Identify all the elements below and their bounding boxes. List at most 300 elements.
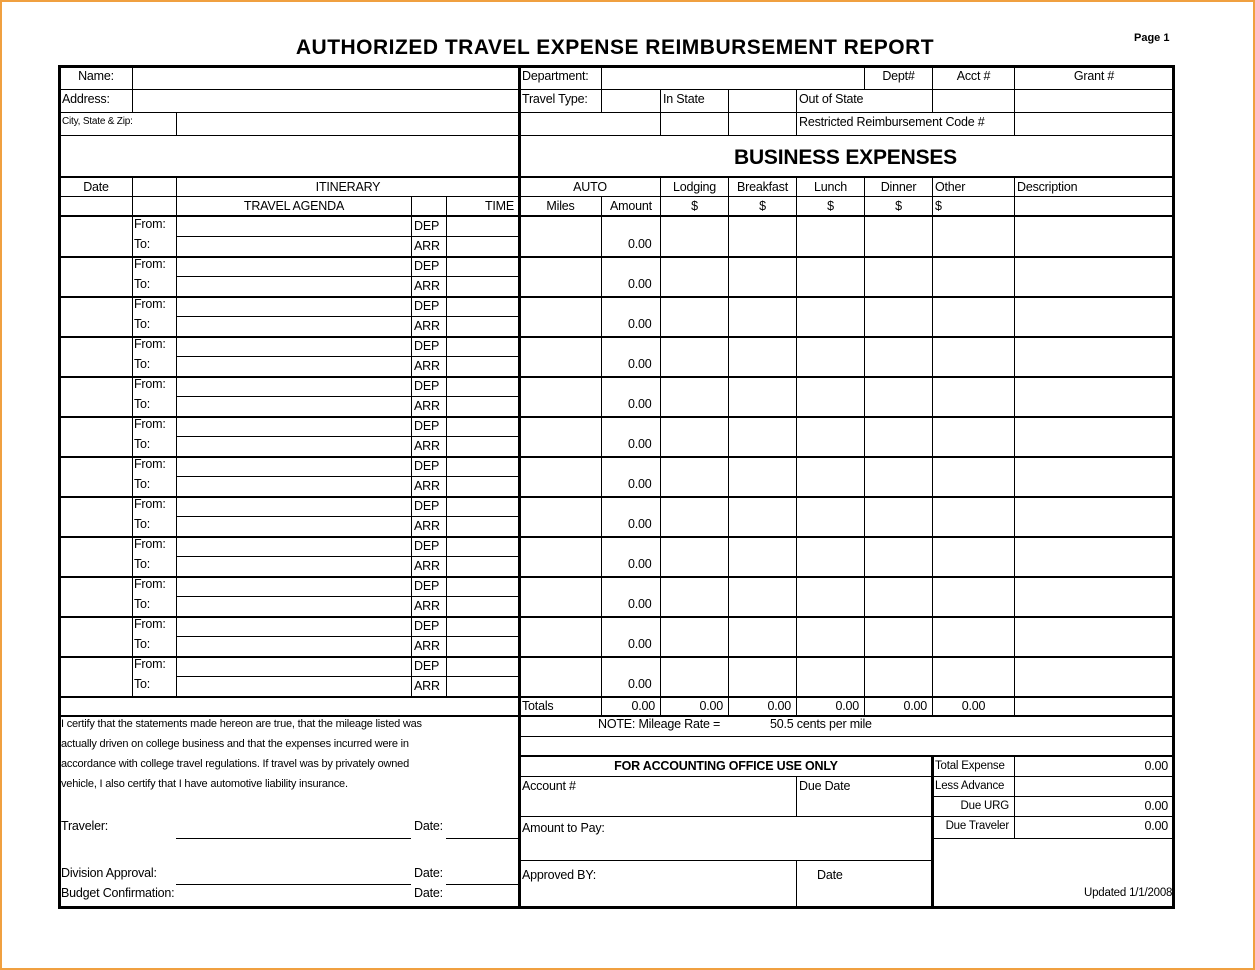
other-field[interactable] — [932, 216, 1015, 257]
to-label: To: — [134, 477, 151, 491]
from-field[interactable] — [176, 376, 412, 397]
dep-time-field[interactable] — [446, 456, 520, 477]
out-of-state-field[interactable] — [932, 89, 1015, 113]
from-label: From: — [134, 337, 166, 351]
dep-label: DEP — [411, 656, 447, 677]
from-label: From: — [134, 657, 166, 671]
other-field[interactable] — [932, 656, 1015, 697]
lunch-field[interactable] — [796, 576, 865, 617]
header-divider — [59, 176, 1174, 178]
lunch-field[interactable] — [796, 336, 865, 377]
total-other: 0.00 — [932, 696, 1015, 717]
arr-label: ARR — [411, 516, 447, 537]
grant-field[interactable] — [1014, 89, 1174, 113]
arr-label: ARR — [411, 596, 447, 617]
lodging-field[interactable] — [660, 496, 729, 537]
form-cell — [1014, 696, 1174, 717]
division-signature-line[interactable] — [176, 884, 411, 885]
to-label: To: — [134, 357, 151, 371]
total-lunch: 0.00 — [796, 696, 865, 717]
arr-label: ARR — [411, 676, 447, 697]
form-cell — [132, 196, 177, 217]
less-advance-value — [1014, 776, 1174, 797]
arr-label: ARR — [411, 436, 447, 457]
certification-text: accordance with college travel regulations. If travel was by privately owned — [61, 758, 409, 770]
miles-field[interactable] — [519, 416, 602, 457]
arr-time-field[interactable] — [446, 236, 520, 257]
travel-type-label: Travel Type: — [519, 89, 602, 113]
breakfast-field[interactable] — [728, 496, 797, 537]
description-field[interactable] — [1014, 616, 1174, 657]
to-label: To: — [134, 517, 151, 531]
arr-time-field[interactable] — [446, 356, 520, 377]
top-border — [58, 65, 1175, 68]
column-time: TIME — [446, 196, 520, 217]
arr-label: ARR — [411, 556, 447, 577]
to-field[interactable] — [176, 396, 412, 417]
form-cell — [728, 112, 797, 136]
form-cell — [132, 177, 177, 197]
department-field[interactable] — [601, 66, 865, 90]
dinner-field[interactable] — [864, 376, 933, 417]
from-label: From: — [134, 497, 166, 511]
division-date-line[interactable] — [446, 884, 519, 885]
breakfast-field[interactable] — [728, 456, 797, 497]
dep-time-field[interactable] — [446, 216, 520, 237]
total-dinner: 0.00 — [864, 696, 933, 717]
other-field[interactable] — [932, 576, 1015, 617]
to-field[interactable] — [176, 516, 412, 537]
breakfast-field[interactable] — [728, 376, 797, 417]
to-field[interactable] — [176, 276, 412, 297]
breakfast-field[interactable] — [728, 296, 797, 337]
department-label: Department: — [519, 66, 602, 90]
column-description: Description — [1014, 177, 1174, 197]
dinner-field[interactable] — [864, 616, 933, 657]
from-label: From: — [134, 217, 166, 231]
account-number-field: Account # — [519, 776, 797, 817]
to-field[interactable] — [176, 316, 412, 337]
amount-value: 0.00 — [628, 597, 652, 611]
approved-date-field: Date — [796, 860, 933, 908]
page-number: Page 1 — [1134, 32, 1170, 44]
breakfast-field[interactable] — [728, 416, 797, 457]
travel-type-field[interactable] — [601, 89, 661, 113]
dinner-field[interactable] — [864, 416, 933, 457]
dep-label: DEP — [411, 536, 447, 557]
lodging-field[interactable] — [660, 416, 729, 457]
address-field[interactable] — [132, 89, 520, 113]
arr-time-field[interactable] — [446, 396, 520, 417]
to-field[interactable] — [176, 436, 412, 457]
arr-time-field[interactable] — [446, 316, 520, 337]
certification-text: actually driven on college business and that the expenses incurred were in — [61, 738, 409, 750]
from-label: From: — [134, 417, 166, 431]
mileage-rate-value: 50.5 cents per mile — [770, 717, 872, 731]
date-field[interactable] — [59, 456, 133, 497]
total-expense-value: 0.00 — [1014, 756, 1174, 777]
from-label: From: — [134, 297, 166, 311]
miles-field[interactable] — [519, 576, 602, 617]
accounting-divider — [519, 755, 1174, 757]
to-field[interactable] — [176, 676, 412, 697]
lodging-field[interactable] — [660, 656, 729, 697]
date-field[interactable] — [59, 536, 133, 577]
total-expense-label: Total Expense — [932, 756, 1015, 777]
miles-field[interactable] — [519, 336, 602, 377]
description-field[interactable] — [1014, 536, 1174, 577]
arr-time-field[interactable] — [446, 596, 520, 617]
dollar-breakfast: $ — [728, 196, 797, 217]
from-label: From: — [134, 617, 166, 631]
miles-field[interactable] — [519, 296, 602, 337]
approved-by-field: Approved BY: — [519, 860, 797, 908]
to-field[interactable] — [176, 556, 412, 577]
totals-divider — [59, 715, 1174, 717]
name-field[interactable] — [132, 66, 520, 90]
dep-label: DEP — [411, 576, 447, 597]
totals-label: Totals — [519, 696, 602, 717]
form-cell — [59, 135, 520, 178]
breakfast-field[interactable] — [728, 216, 797, 257]
traveler-signature-line[interactable] — [176, 838, 411, 839]
lodging-field[interactable] — [660, 616, 729, 657]
from-field[interactable] — [176, 536, 412, 557]
amount-value: 0.00 — [628, 357, 652, 371]
lodging-field[interactable] — [660, 376, 729, 417]
amount-to-pay-field: Amount to Pay: — [519, 816, 933, 861]
other-field[interactable] — [932, 336, 1015, 377]
from-field[interactable] — [176, 416, 412, 437]
to-label: To: — [134, 437, 151, 451]
accounting-header: FOR ACCOUNTING OFFICE USE ONLY — [519, 756, 933, 777]
date-field[interactable] — [59, 336, 133, 377]
dep-time-field[interactable] — [446, 576, 520, 597]
description-field[interactable] — [1014, 456, 1174, 497]
to-field[interactable] — [176, 476, 412, 497]
lodging-field[interactable] — [660, 536, 729, 577]
form-cell — [660, 112, 729, 136]
breakfast-field[interactable] — [728, 256, 797, 297]
to-label: To: — [134, 637, 151, 651]
lunch-field[interactable] — [796, 216, 865, 257]
lodging-field[interactable] — [660, 336, 729, 377]
arr-label: ARR — [411, 236, 447, 257]
description-field[interactable] — [1014, 256, 1174, 297]
amount-value: 0.00 — [628, 437, 652, 451]
due-urg-value: 0.00 — [1014, 796, 1174, 817]
miles-field[interactable] — [519, 496, 602, 537]
column-itinerary: ITINERARY — [176, 177, 520, 197]
to-field[interactable] — [176, 356, 412, 377]
dep-label: DEP — [411, 416, 447, 437]
dep-time-field[interactable] — [446, 416, 520, 437]
other-field[interactable] — [932, 256, 1015, 297]
lunch-field[interactable] — [796, 456, 865, 497]
from-field[interactable] — [176, 656, 412, 677]
arr-time-field[interactable] — [446, 676, 520, 697]
description-field[interactable] — [1014, 496, 1174, 537]
business-expenses-heading: BUSINESS EXPENSES — [519, 135, 1174, 178]
from-field[interactable] — [176, 256, 412, 277]
dinner-field[interactable] — [864, 496, 933, 537]
dep-time-field[interactable] — [446, 536, 520, 557]
to-label: To: — [134, 317, 151, 331]
miles-field[interactable] — [519, 656, 602, 697]
in-state-field[interactable] — [728, 89, 797, 113]
other-field[interactable] — [932, 376, 1015, 417]
amount-value: 0.00 — [628, 637, 652, 651]
division-approval-label: Division Approval: — [61, 866, 157, 880]
description-field[interactable] — [1014, 296, 1174, 337]
form-cell — [519, 112, 661, 136]
other-field[interactable] — [932, 536, 1015, 577]
traveler-label: Traveler: — [61, 819, 109, 833]
to-label: To: — [134, 237, 151, 251]
certification-text: I certify that the statements made hereon are true, that the mileage listed was — [61, 718, 422, 730]
other-field[interactable] — [932, 616, 1015, 657]
to-label: To: — [134, 677, 151, 691]
miles-field[interactable] — [519, 216, 602, 257]
from-field[interactable] — [176, 496, 412, 517]
column-miles: Miles — [519, 196, 602, 217]
dollar-dinner: $ — [864, 196, 933, 217]
description-field[interactable] — [1014, 416, 1174, 457]
dinner-field[interactable] — [864, 296, 933, 337]
lodging-field[interactable] — [660, 256, 729, 297]
description-field[interactable] — [1014, 336, 1174, 377]
arr-time-field[interactable] — [446, 436, 520, 457]
amount-value: 0.00 — [628, 477, 652, 491]
dinner-field[interactable] — [864, 336, 933, 377]
arr-label: ARR — [411, 356, 447, 377]
grant-number-label: Grant # — [1014, 66, 1174, 90]
breakfast-field[interactable] — [728, 616, 797, 657]
budget-date-label: Date: — [414, 886, 443, 900]
description-field[interactable] — [1014, 576, 1174, 617]
miles-field[interactable] — [519, 376, 602, 417]
form-cell — [59, 196, 133, 217]
lunch-field[interactable] — [796, 496, 865, 537]
arr-label: ARR — [411, 316, 447, 337]
other-field[interactable] — [932, 496, 1015, 537]
from-field[interactable] — [176, 336, 412, 357]
breakfast-field[interactable] — [728, 536, 797, 577]
bottom-border — [58, 906, 1175, 909]
right-border — [1172, 65, 1175, 909]
date-field[interactable] — [59, 656, 133, 697]
column-auto: AUTO — [519, 177, 661, 197]
to-label: To: — [134, 397, 151, 411]
column-other: Other — [932, 177, 1015, 197]
date-field[interactable] — [59, 256, 133, 297]
dollar-lunch: $ — [796, 196, 865, 217]
dep-label: DEP — [411, 296, 447, 317]
from-field[interactable] — [176, 576, 412, 597]
miles-field[interactable] — [519, 616, 602, 657]
to-field[interactable] — [176, 596, 412, 617]
other-field[interactable] — [932, 296, 1015, 337]
lodging-field[interactable] — [660, 576, 729, 617]
to-field[interactable] — [176, 236, 412, 257]
dep-time-field[interactable] — [446, 296, 520, 317]
dinner-field[interactable] — [864, 576, 933, 617]
miles-field[interactable] — [519, 536, 602, 577]
dep-label: DEP — [411, 336, 447, 357]
dinner-field[interactable] — [864, 256, 933, 297]
from-label: From: — [134, 577, 166, 591]
to-label: To: — [134, 557, 151, 571]
out-of-state-label: Out of State — [796, 89, 933, 113]
lodging-field[interactable] — [660, 296, 729, 337]
dinner-field[interactable] — [864, 536, 933, 577]
dep-label: DEP — [411, 496, 447, 517]
date-field[interactable] — [59, 296, 133, 337]
dollar-other: $ — [932, 196, 1015, 217]
acct-number-label: Acct # — [932, 66, 1015, 90]
arr-label: ARR — [411, 636, 447, 657]
description-field[interactable] — [1014, 376, 1174, 417]
column-header-divider — [59, 215, 1174, 217]
date-field[interactable] — [59, 576, 133, 617]
description-field[interactable] — [1014, 656, 1174, 697]
lunch-field[interactable] — [796, 536, 865, 577]
mileage-rate-label: NOTE: Mileage Rate = — [598, 717, 721, 731]
total-amount: 0.00 — [601, 696, 661, 717]
from-label: From: — [134, 537, 166, 551]
total-lodging: 0.00 — [660, 696, 729, 717]
dep-time-field[interactable] — [446, 656, 520, 677]
restricted-code-field[interactable] — [1014, 112, 1174, 136]
lunch-field[interactable] — [796, 256, 865, 297]
name-label: Name: — [59, 66, 133, 90]
breakfast-field[interactable] — [728, 656, 797, 697]
breakfast-field[interactable] — [728, 336, 797, 377]
column-travel-agenda: TRAVEL AGENDA — [176, 196, 412, 217]
arr-time-field[interactable] — [446, 516, 520, 537]
budget-confirmation-label: Budget Confirmation: — [61, 886, 175, 900]
date-field[interactable] — [59, 496, 133, 537]
amount-value: 0.00 — [628, 557, 652, 571]
center-divider — [518, 65, 521, 909]
dep-label: DEP — [411, 216, 447, 237]
certification-text: vehicle, I also certify that I have automotive liability insurance. — [61, 778, 348, 790]
updated-date: Updated 1/1/2008 — [1084, 887, 1173, 899]
dep-time-field[interactable] — [446, 336, 520, 357]
lunch-field[interactable] — [796, 656, 865, 697]
from-field[interactable] — [176, 456, 412, 477]
from-field[interactable] — [176, 216, 412, 237]
left-border — [58, 65, 61, 909]
column-date: Date — [59, 177, 133, 197]
arr-time-field[interactable] — [446, 276, 520, 297]
arr-time-field[interactable] — [446, 636, 520, 657]
breakfast-field[interactable] — [728, 576, 797, 617]
amount-value: 0.00 — [628, 277, 652, 291]
form-cell — [1014, 196, 1174, 217]
dep-label: DEP — [411, 616, 447, 637]
other-field[interactable] — [932, 456, 1015, 497]
dollar-lodging: $ — [660, 196, 729, 217]
in-state-label: In State — [660, 89, 729, 113]
lunch-field[interactable] — [796, 296, 865, 337]
summary-divider — [931, 755, 934, 908]
lodging-field[interactable] — [660, 456, 729, 497]
due-date-field: Due Date — [796, 776, 933, 817]
from-label: From: — [134, 377, 166, 391]
dep-time-field[interactable] — [446, 616, 520, 637]
arr-label: ARR — [411, 476, 447, 497]
lunch-field[interactable] — [796, 416, 865, 457]
other-field[interactable] — [932, 416, 1015, 457]
city-state-zip-field[interactable] — [176, 112, 520, 136]
division-date-label: Date: — [414, 866, 443, 880]
to-label: To: — [134, 277, 151, 291]
arr-label: ARR — [411, 396, 447, 417]
traveler-date-label: Date: — [414, 819, 443, 833]
due-urg-label: Due URG — [932, 796, 1015, 817]
dep-time-field[interactable] — [446, 256, 520, 277]
to-label: To: — [134, 597, 151, 611]
column-amount: Amount — [601, 196, 661, 217]
total-breakfast: 0.00 — [728, 696, 797, 717]
address-label: Address: — [59, 89, 133, 113]
due-traveler-value: 0.00 — [1014, 816, 1174, 839]
miles-field[interactable] — [519, 456, 602, 497]
report-title: AUTHORIZED TRAVEL EXPENSE REIMBURSEMENT REPORT — [295, 36, 935, 59]
less-advance-label: Less Advance — [932, 776, 1015, 797]
date-field[interactable] — [59, 416, 133, 457]
dep-label: DEP — [411, 376, 447, 397]
column-lodging: Lodging — [660, 177, 729, 197]
due-traveler-label: Due Traveler — [932, 816, 1015, 839]
from-field[interactable] — [176, 296, 412, 317]
lunch-field[interactable] — [796, 376, 865, 417]
arr-label: ARR — [411, 276, 447, 297]
dep-label: DEP — [411, 456, 447, 477]
lodging-field[interactable] — [660, 216, 729, 257]
traveler-date-line[interactable] — [446, 838, 519, 839]
dinner-field[interactable] — [864, 456, 933, 497]
amount-value: 0.00 — [628, 677, 652, 691]
arr-time-field[interactable] — [446, 476, 520, 497]
from-field[interactable] — [176, 616, 412, 637]
to-field[interactable] — [176, 636, 412, 657]
lunch-field[interactable] — [796, 616, 865, 657]
dinner-field[interactable] — [864, 656, 933, 697]
date-field[interactable] — [59, 616, 133, 657]
date-field[interactable] — [59, 216, 133, 257]
dep-time-field[interactable] — [446, 376, 520, 397]
column-breakfast: Breakfast — [728, 177, 797, 197]
description-field[interactable] — [1014, 216, 1174, 257]
dinner-field[interactable] — [864, 216, 933, 257]
dep-time-field[interactable] — [446, 496, 520, 517]
amount-value: 0.00 — [628, 517, 652, 531]
date-field[interactable] — [59, 376, 133, 417]
column-dinner: Dinner — [864, 177, 933, 197]
from-label: From: — [134, 457, 166, 471]
miles-field[interactable] — [519, 256, 602, 297]
city-state-zip-label: City, State & Zip: — [59, 112, 177, 136]
from-label: From: — [134, 257, 166, 271]
arr-time-field[interactable] — [446, 556, 520, 577]
amount-value: 0.00 — [628, 397, 652, 411]
dep-label: DEP — [411, 256, 447, 277]
restricted-code-label: Restricted Reimbursement Code # — [796, 112, 1015, 136]
dept-number-label: Dept# — [864, 66, 933, 90]
amount-value: 0.00 — [628, 317, 652, 331]
